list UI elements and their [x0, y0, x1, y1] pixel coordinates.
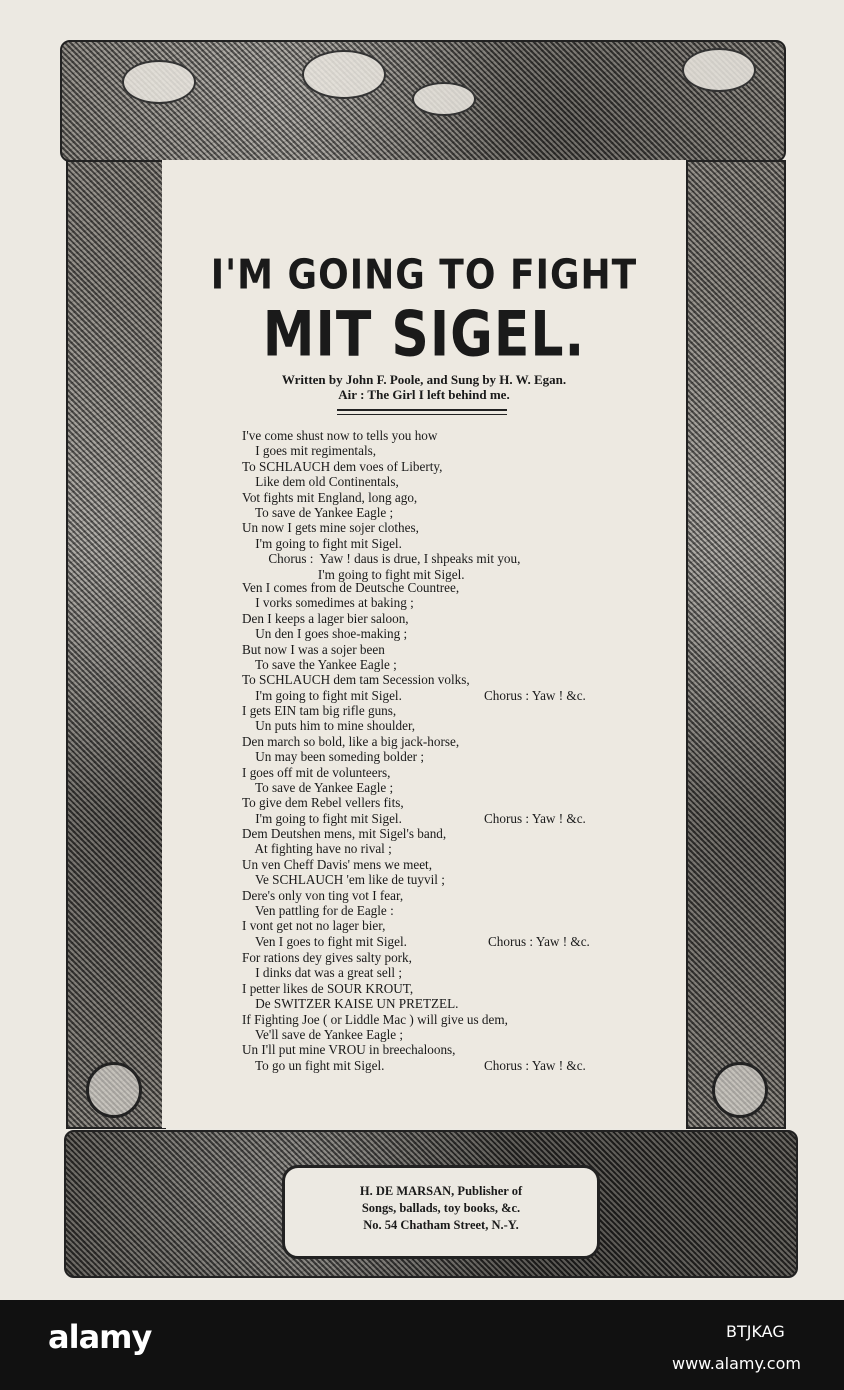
verse-line — [242, 933, 590, 949]
verse-line: De SWITZER KAISE UN PRETZEL. — [242, 996, 459, 1012]
image-id: BTJKAG — [726, 1322, 785, 1341]
alamy-logo: alamy — [48, 1318, 152, 1356]
verse-line: I vorks somedimes at baking ; — [242, 595, 414, 611]
air-credit: Air : The Girl I left behind me. — [338, 387, 510, 402]
chorus-ref: Chorus : Yaw ! &c. — [484, 810, 586, 826]
watermark-footer — [0, 1300, 844, 1390]
cloud-ornament — [302, 50, 386, 99]
chorus-line: Chorus : Yaw ! daus is drue, I shpeaks mit you, — [242, 551, 521, 567]
verse-line — [242, 1057, 586, 1073]
song-title-line2: MIT SIGEL. — [262, 299, 586, 371]
chorus-line: I'm going to fight mit Sigel. — [242, 566, 465, 582]
top-engraved-border — [60, 40, 786, 162]
verse-line: To SCHLAUCH dem tam Secession volks, — [242, 672, 470, 688]
verse-line: Ve'll save de Yankee Eagle ; — [242, 1026, 404, 1042]
verse-line: Un now I gets mine sojer clothes, — [242, 520, 419, 536]
verse-line: To SCHLAUCH dem voes of Liberty, — [242, 458, 443, 474]
verse-line: But now I was a sojer been — [242, 641, 385, 657]
cloud-ornament — [412, 82, 476, 116]
publisher-box — [282, 1165, 600, 1259]
publisher-address: No. 54 Chatham Street, N.-Y. — [363, 1218, 519, 1232]
verse-line: Un den I goes shoe-making ; — [242, 626, 408, 642]
verse-line: Vot fights mit England, long ago, — [242, 489, 418, 505]
verse-line: I petter likes de SOUR KROUT, — [242, 980, 414, 996]
verse-line: Dem Deutshen mens, mit Sigel's band, — [242, 826, 447, 841]
song-title-line1: I'M GOING TO FIGHT — [210, 251, 638, 300]
verse-line-text: Ven I goes to fight mit Sigel. — [242, 933, 407, 949]
verse-line: To give dem Rebel vellers fits, — [242, 795, 404, 811]
verse-line-text: To go un fight mit Sigel. — [242, 1057, 385, 1073]
verse-line: I vont get not no lager bier, — [242, 918, 386, 934]
song-sheet-body — [162, 160, 686, 1128]
verse-line: Ven I comes from de Deutsche Countree, — [242, 580, 460, 595]
scroll-ornament — [86, 1062, 142, 1118]
verse-line: I goes off mit de volunteers, — [242, 764, 391, 780]
verse-line: At fighting have no rival ; — [242, 841, 392, 857]
verse-line: For rations dey gives salty pork, — [242, 950, 412, 965]
verse-line: Un may been someding bolder ; — [242, 749, 425, 765]
cloud-ornament — [122, 60, 196, 104]
publisher-wares: Songs, ballads, toy books, &c. — [361, 1201, 521, 1215]
verse-line — [242, 810, 586, 826]
verse-line: I'm going to fight mit Sigel. — [242, 535, 402, 551]
verse-line: Un puts him to mine shoulder, — [242, 718, 416, 734]
verse-line: I dinks dat was a great sell ; — [242, 965, 403, 981]
verse-line: Dere's only von ting vot I fear, — [242, 887, 404, 903]
verse-line: If Fighting Joe ( or Liddle Mac ) will give us dem, — [242, 1011, 508, 1027]
left-engraved-border — [66, 160, 166, 1129]
verse-line-text: I'm going to fight mit Sigel. — [242, 810, 402, 826]
verse-line: Ve SCHLAUCH 'em like de tuyvil ; — [242, 872, 445, 888]
verse-line: I gets EIN tam big rifle guns, — [242, 703, 397, 718]
verse-5 — [242, 950, 586, 1073]
verse-line: Like dem old Continentals, — [242, 474, 399, 490]
publisher-name: H. DE MARSAN, Publisher of — [359, 1184, 523, 1198]
verse-line — [242, 687, 586, 703]
verse-line: Den I keeps a lager bier saloon, — [242, 610, 409, 626]
scroll-ornament — [712, 1062, 768, 1118]
verse-1 — [242, 428, 520, 582]
chorus-ref: Chorus : Yaw ! &c. — [484, 687, 586, 703]
verse-line: I've come shust now to tells you how — [242, 428, 438, 443]
verse-line: To save de Yankee Eagle ; — [242, 779, 394, 795]
cloud-ornament — [682, 48, 756, 92]
verse-line: Ven pattling for de Eagle : — [242, 902, 394, 918]
verse-line: Den march so bold, like a big jack-horse, — [242, 733, 460, 749]
chorus-ref: Chorus : Yaw ! &c. — [484, 1057, 586, 1073]
chorus-ref: Chorus : Yaw ! &c. — [488, 933, 590, 949]
verse-line-text: I'm going to fight mit Sigel. — [242, 687, 402, 703]
verse-line: Un ven Cheff Davis' mens we meet, — [242, 856, 433, 872]
verse-line: To save the Yankee Eagle ; — [242, 656, 397, 672]
verse-line: To save de Yankee Eagle ; — [242, 504, 394, 520]
right-engraved-border — [686, 160, 786, 1129]
verse-3 — [242, 703, 586, 826]
site-url: www.alamy.com — [672, 1354, 801, 1373]
verse-2 — [242, 580, 586, 703]
verse-line: Un I'll put mine VROU in breechaloons, — [242, 1042, 456, 1058]
verse-line: I goes mit regimentals, — [242, 443, 377, 459]
title-divider — [337, 409, 507, 415]
author-credit: Written by John F. Poole, and Sung by H. W. Egan. — [281, 372, 567, 387]
verse-4 — [242, 826, 590, 949]
